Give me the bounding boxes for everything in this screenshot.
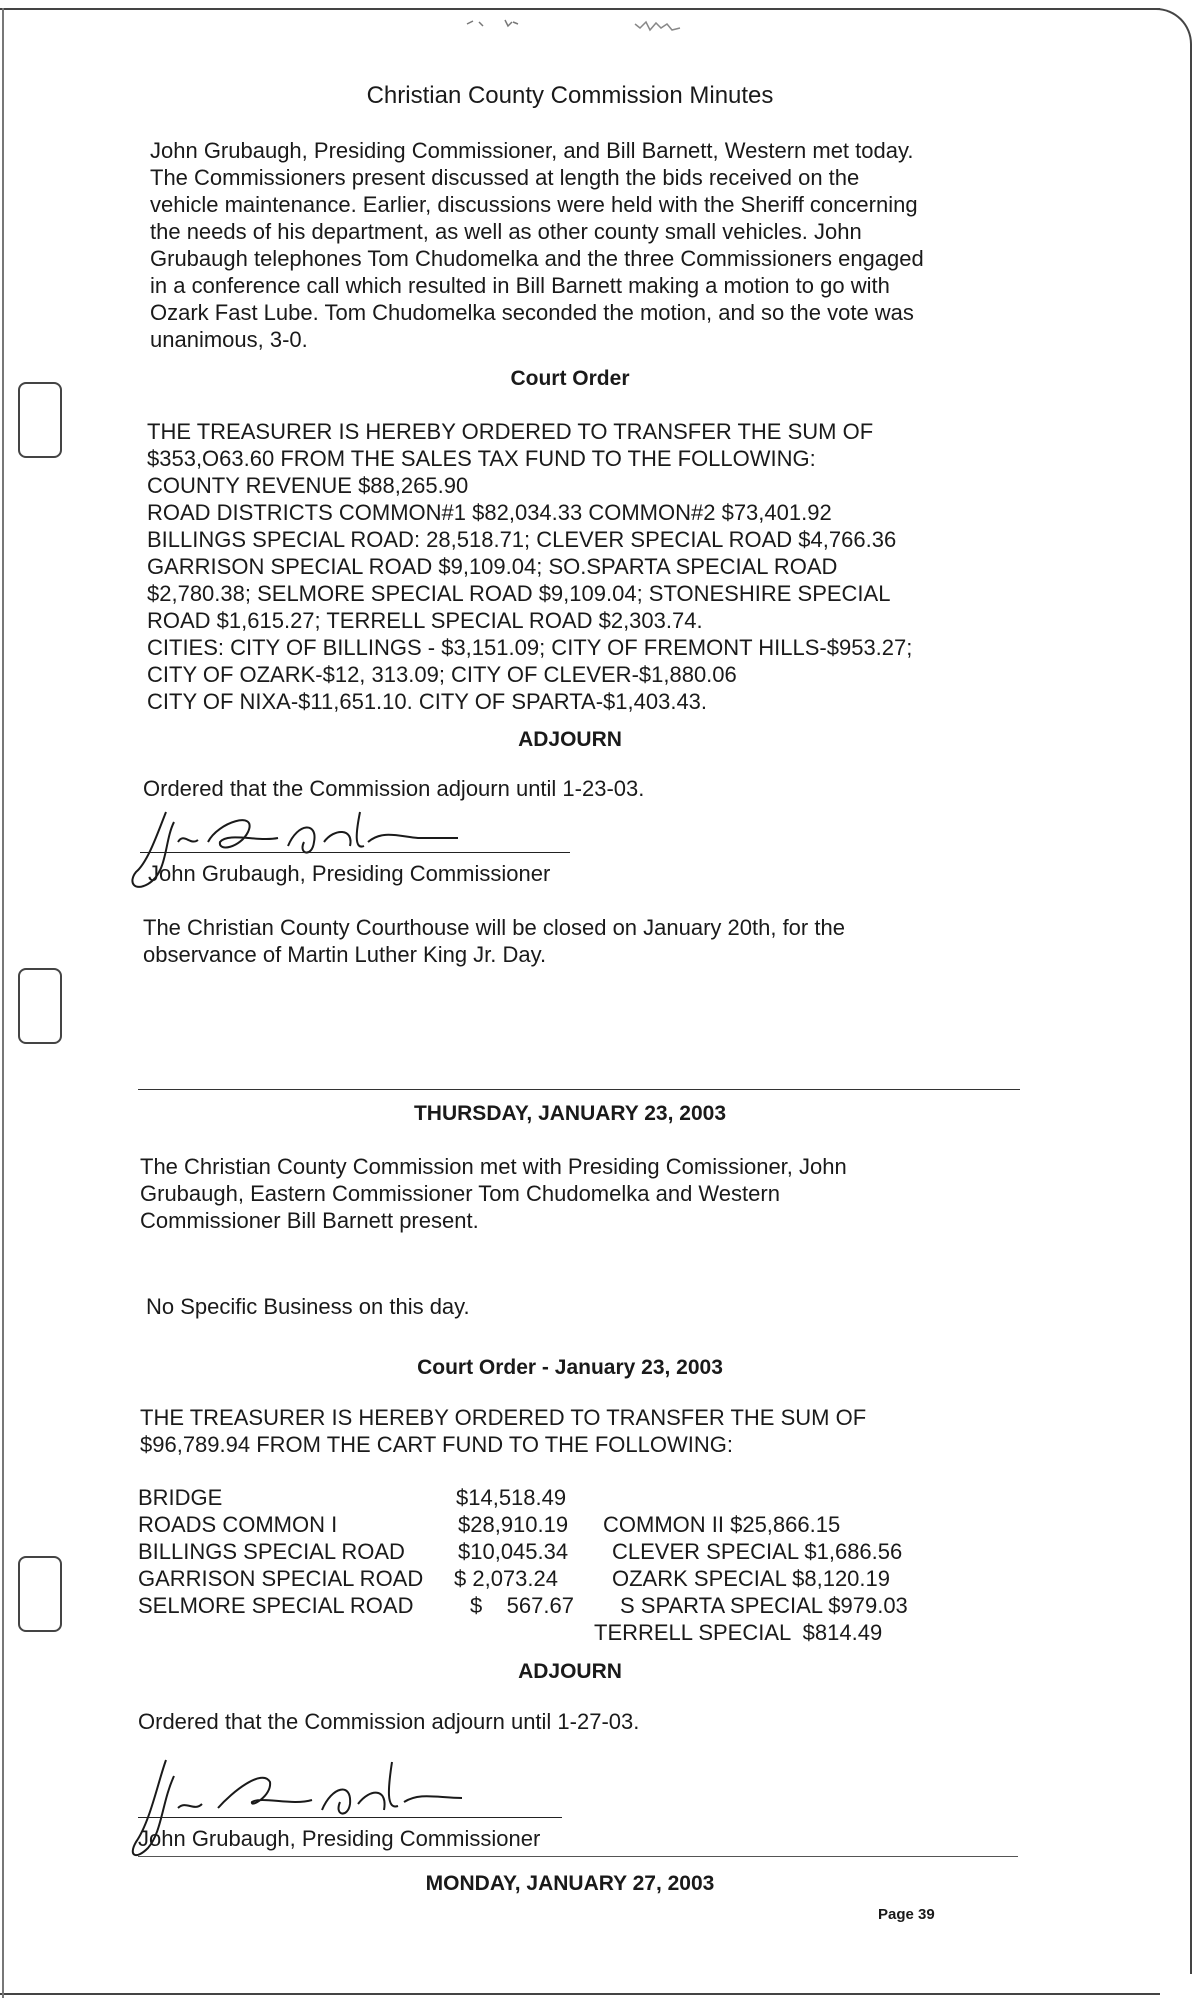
table-cell-amount: $ 2,073.24	[454, 1566, 558, 1591]
table-cell-amount: $ 567.67	[470, 1593, 574, 1618]
table-cell-amount: $28,910.19	[458, 1512, 569, 1537]
text-line: John Grubaugh, Presiding Commissioner, and Bill Barnett, Western met today.	[150, 138, 914, 163]
table-cell-extra: CLEVER SPECIAL $1,686.56	[612, 1539, 903, 1564]
text-line: CITIES: CITY OF BILLINGS - $3,151.09; CITY OF FREMONT HILLS-$953.27;	[147, 635, 913, 660]
page-edge-left	[2, 8, 4, 1998]
table-cell-label: SELMORE SPECIAL ROAD	[138, 1593, 414, 1618]
section-divider	[138, 1856, 1018, 1857]
signature-caption: John Grubaugh, Presiding Commissioner	[148, 861, 551, 886]
document-title: Christian County Commission Minutes	[366, 82, 774, 109]
table-cell-label: BILLINGS SPECIAL ROAD	[138, 1539, 405, 1564]
table-cell-extra: S SPARTA SPECIAL $979.03	[620, 1593, 908, 1618]
text-line: ROAD DISTRICTS COMMON#1 $82,034.33 COMMON#2 $73,401.92	[147, 500, 832, 525]
text-line: Ozark Fast Lube. Tom Chudomelka seconded the motion, and so the vote was	[150, 300, 914, 325]
text-line: The Commissioners present discussed at length the bids received on the	[150, 165, 860, 190]
table-cell-extra: TERRELL SPECIAL $814.49	[594, 1620, 883, 1645]
text-line: $2,780.38; SELMORE SPECIAL ROAD $9,109.04; STONESHIRE SPECIAL	[147, 581, 891, 606]
court-order-heading: Court Order	[510, 367, 630, 390]
adjourn-heading: ADJOURN	[518, 728, 622, 751]
court-order-heading: Court Order - January 23, 2003	[417, 1356, 723, 1379]
date-heading: THURSDAY, JANUARY 23, 2003	[413, 1102, 727, 1125]
text-line: THE TREASURER IS HEREBY ORDERED TO TRANSFER THE SUM OF	[140, 1405, 867, 1430]
page-number: Page 39	[878, 1906, 935, 1923]
page-edge-right	[1190, 44, 1192, 1974]
text-line: $96,789.94 FROM THE CART FUND TO THE FOLLOWING:	[140, 1432, 733, 1457]
punch-hole	[18, 382, 62, 458]
adjourn-heading: ADJOURN	[518, 1660, 622, 1683]
table-cell-extra: OZARK SPECIAL $8,120.19	[612, 1566, 890, 1591]
text-line: The Christian County Commission met with Presiding Comissioner, John	[140, 1154, 847, 1179]
text-line: ROAD $1,615.27; TERRELL SPECIAL ROAD $2,303.74.	[147, 608, 703, 633]
text-line: vehicle maintenance. Earlier, discussions were held with the Sheriff concerning	[150, 192, 918, 217]
text-line: The Christian County Courthouse will be closed on January 20th, for the	[143, 915, 845, 940]
page-edge-bottom	[0, 1993, 1160, 1995]
table-cell-amount: $10,045.34	[458, 1539, 569, 1564]
table-cell-label: ROADS COMMON I	[138, 1512, 338, 1537]
text-line: CITY OF OZARK-$12, 313.09; CITY OF CLEVER-$1,880.06	[147, 662, 737, 687]
section-divider	[138, 1089, 1020, 1090]
text-line: $353,O63.60 FROM THE SALES TAX FUND TO THE FOLLOWING:	[147, 446, 816, 471]
signature-line	[140, 852, 570, 853]
text-line: Grubaugh telephones Tom Chudomelka and the three Commissioners engaged	[150, 246, 924, 271]
table-cell-amount: $14,518.49	[456, 1485, 567, 1510]
text-line: in a conference call which resulted in Bill Barnett making a motion to go with	[150, 273, 890, 298]
table-cell-label: GARRISON SPECIAL ROAD	[138, 1566, 424, 1591]
page-edge-top	[0, 8, 1160, 10]
text-line: observance of Martin Luther King Jr. Day.	[143, 942, 547, 967]
text-line: GARRISON SPECIAL ROAD $9,109.04; SO.SPARTA SPECIAL ROAD	[147, 554, 838, 579]
text-line: BILLINGS SPECIAL ROAD: 28,518.71; CLEVER SPECIAL ROAD $4,766.36	[147, 527, 897, 552]
punch-hole	[18, 968, 62, 1044]
table-cell-extra: COMMON II $25,866.15	[603, 1512, 841, 1537]
signature-caption: John Grubaugh, Presiding Commissioner	[138, 1826, 541, 1851]
table-cell-label: BRIDGE	[138, 1485, 223, 1510]
text-line: COUNTY REVENUE $88,265.90	[147, 473, 469, 498]
business-note: No Specific Business on this day.	[146, 1294, 470, 1319]
text-line: CITY OF NIXA-$11,651.10. CITY OF SPARTA-$1,403.43.	[147, 689, 708, 714]
punch-hole	[18, 1556, 62, 1632]
signature-line	[138, 1817, 562, 1818]
adjourn-text: Ordered that the Commission adjourn until 1-23-03.	[143, 776, 645, 801]
text-line: the needs of his department, as well as other county small vehicles. John	[150, 219, 862, 244]
text-line: unanimous, 3-0.	[150, 327, 308, 352]
page-corner	[1154, 8, 1192, 46]
adjourn-text: Ordered that the Commission adjourn until 1-27-03.	[138, 1709, 640, 1734]
text-line: Grubaugh, Eastern Commissioner Tom Chudomelka and Western	[140, 1181, 780, 1206]
date-heading: MONDAY, JANUARY 27, 2003	[425, 1872, 715, 1895]
text-line: THE TREASURER IS HEREBY ORDERED TO TRANSFER THE SUM OF	[147, 419, 874, 444]
text-line: Commissioner Bill Barnett present.	[140, 1208, 479, 1233]
scan-artifact	[465, 14, 725, 41]
